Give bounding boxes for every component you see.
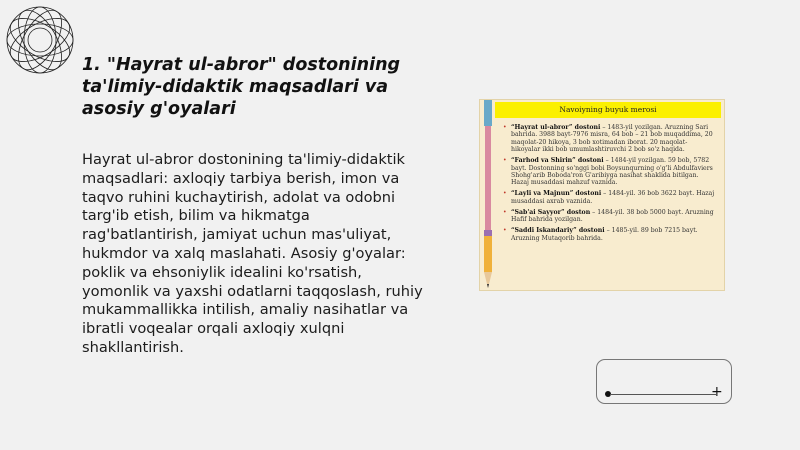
spirograph-ornament-icon [4,4,76,76]
item-text: – 1485-yil. 89 bob 7215 bayt. Aruzning Mutaqorib bahrida. [511,227,698,242]
pencil-icon [480,100,496,290]
item-name: “Sab'ai Sayyor” doston [511,208,591,216]
item-name: “Saddi Iskandariy” dostoni [511,227,605,235]
slider-widget[interactable] [596,359,732,404]
bullet-icon: • [503,157,507,165]
slider-track[interactable] [610,394,716,395]
slide-title: 1. "Hayrat ul-abror" dostonining ta'limiy-didaktik maqsadlari va asosiy g'oyalari [82,55,401,119]
item-name: “Farhod va Shirin” dostoni [511,157,604,165]
card-heading: Navoiyning buyuk merosi [495,102,721,118]
item-text: – 1484-yil. 36 bob 3622 bayt. Hazaj musaddasi axrab vaznida. [511,190,715,205]
list-item [502,209,716,224]
item-name: “Layli va Majnun” dostoni [511,190,602,198]
list-item [502,124,716,154]
bullet-icon: • [503,190,507,198]
legacy-image-card [479,99,725,291]
plus-icon[interactable]: + [711,384,723,400]
list-item [502,157,716,187]
list-item [502,190,716,205]
item-text: – 1484-yil yozilgan. 59 bob, 5782 bayt. Dostonning so'nggi bobi Boysunqurning o'g'li Abdulfaviers Shohg'arib Boboda'ron G'aribiyga nasihat shaklida bitilgan. Hazaj musaddasi mahzuf vaznida. [511,157,713,187]
item-name: “Hayrat ul-abror” dostoni [511,124,601,131]
list-item [502,227,716,242]
bullet-icon: • [503,124,507,131]
slide-body-text: Hayrat ul-abror dostonining ta'limiy-didaktik maqsadlari: axloqiy tarbiya berish, imon va taqvo ruhini kuchaytirish, adolat va odobni targ'ib etish, bilim va hikmatga rag'batlantirish, jamiyat uchun mas'uliyat, hukmdor va xalq maslahati. Asosiy g'oyalar: poklik va ehsoniylik idealini ko'rsatish, yomonlik va yaxshi odatlarni taqqoslash, ruhiy mukammallikka intilish, amaliy nasihatlar va ibratli voqealar orqali axloqiy xulqni shakllantirish. [82,151,423,356]
bullet-icon: • [503,208,507,216]
bullet-icon: • [503,227,507,235]
card-list [502,124,716,246]
item-text: – 1484-yil. 38 bob 5000 bayt. Aruzning Hafif bahrida yozilgan. [511,208,714,224]
item-text: – 1483-yil yozilgan. Aruzning Sari bahrida. 3988 bayt-7976 misra, 64 bob – 21 bob muqaddima, 20 maqolat-20 hikoya, 3 bob xotimadan iborat. 20 maqolat-hikoyalar ikki bob umumlashtiruvchi 2 bob so'z haqida. [511,124,713,154]
